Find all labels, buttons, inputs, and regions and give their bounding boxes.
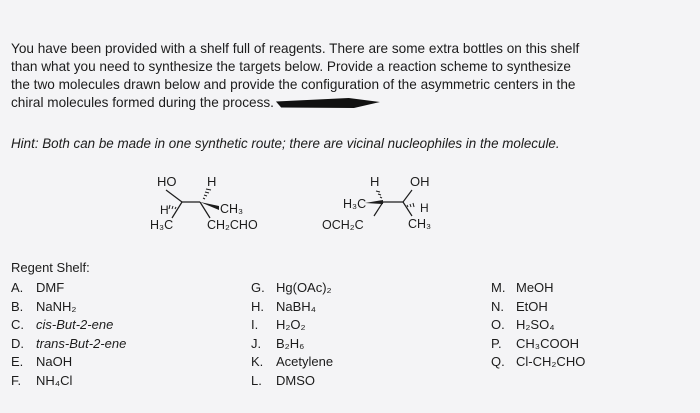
reagent-letter: O. (491, 317, 505, 332)
reagent-item (251, 335, 333, 354)
reagent-item (251, 298, 333, 317)
reagent-item (251, 353, 333, 372)
statement-line: You have been provided with a shelf full of reagents. There are some extra bottles on this shelf (11, 41, 580, 56)
hint-text: Hint: Both can be made in one synthetic route; there are vicinal nucleophiles in the molecule. (11, 136, 560, 151)
reagent-letter: J. (251, 335, 262, 351)
mol1-bond (172, 202, 182, 218)
mol2-h-top-label: H (370, 174, 380, 189)
reagent-name: MeOH (516, 280, 554, 295)
mol1-hash-bond (203, 189, 211, 199)
problem-statement (11, 40, 681, 112)
reagent-name: cis-But-2-ene (36, 317, 114, 332)
reagent-name: EtOH (516, 298, 548, 314)
reagent-name: H₂O₂ (276, 317, 306, 332)
reagent-letter: H. (251, 298, 264, 314)
reagent-letter: Q. (491, 354, 505, 369)
mol2-hash-bond (407, 203, 414, 207)
reagent-item (11, 316, 126, 335)
mol1-h-top-label: H (207, 174, 217, 189)
reagent-item (491, 279, 585, 298)
reagent-column-1 (11, 279, 126, 390)
reagent-name: Cl-CH₂CHO (516, 354, 586, 369)
mol2-ch3-label: CH₃ (408, 217, 432, 231)
target-molecule-2 (322, 174, 431, 232)
reagent-letter: L. (251, 372, 262, 388)
mol1-ho-label: HO (157, 174, 177, 189)
reagent-name: CH₃COOH (516, 335, 580, 351)
shelf-title: Regent Shelf: (11, 260, 90, 275)
reagent-column-3 (491, 279, 585, 372)
reagent-name: DMSO (276, 372, 315, 388)
target-molecules (0, 168, 700, 238)
mol1-h3c-label: H₃C (150, 218, 174, 232)
mol2-och2c-label: OCH₂C (322, 218, 364, 232)
reagent-item (251, 372, 333, 391)
reagent-name: DMF (36, 280, 65, 295)
reagent-name: trans-But-2-ene (36, 335, 127, 351)
mol2-hash-bond (376, 191, 382, 198)
statement-line-text: chiral molecules formed during the process. (11, 95, 274, 110)
target-molecule-1 (150, 174, 258, 232)
reagent-item (11, 353, 126, 372)
reagent-item (11, 298, 126, 317)
reagent-letter: G. (251, 280, 265, 295)
reagent-item (491, 353, 585, 372)
mol2-h-right-label: H (420, 201, 429, 215)
mol1-ch2cho-label: CH₂CHO (207, 218, 258, 232)
reagent-letter: F. (11, 372, 22, 388)
reagent-item (11, 279, 126, 298)
reagent-item (11, 372, 126, 391)
reagent-item (491, 316, 585, 335)
reagent-letter: C. (11, 317, 24, 332)
reagent-letter: M. (491, 280, 506, 295)
statement-line (11, 94, 681, 112)
reagent-letter: B. (11, 298, 24, 314)
mol2-bond (403, 202, 412, 216)
reagent-item (491, 298, 585, 317)
mol2-wedge-bond (365, 200, 383, 204)
reagent-item (491, 335, 585, 354)
reagent-name: NaOH (36, 354, 73, 369)
reagent-item (11, 335, 126, 354)
reagent-letter: K. (251, 354, 264, 369)
reagent-name: NaBH₄ (276, 298, 316, 314)
mol2-bond (403, 190, 412, 202)
redaction-mark (276, 98, 380, 108)
reagent-name: Acetylene (276, 354, 334, 369)
reagent-letter: I. (251, 317, 259, 332)
mol2-oh-label: OH (410, 174, 430, 189)
mol2-h3c-label: H₃C (343, 197, 367, 211)
mol1-bond (166, 190, 182, 202)
mol1-ch3-label: CH₃ (220, 202, 244, 216)
reagent-name: NaNH₂ (36, 298, 77, 314)
reagent-name: B₂H₆ (276, 335, 305, 351)
reagent-letter: N. (491, 298, 504, 314)
mol1-hash-bond (169, 205, 176, 209)
reagent-name: H₂SO₄ (516, 317, 555, 332)
reagent-letter: E. (11, 354, 24, 369)
reagent-column-2 (251, 279, 333, 390)
reagent-name: Hg(OAc)₂ (276, 280, 332, 295)
statement-line: the two molecules drawn below and provide the configuration of the asymmetric centers in the (11, 77, 576, 92)
reagent-item (251, 279, 333, 298)
mol2-bond (374, 202, 383, 216)
reagent-name: NH₄Cl (36, 372, 73, 388)
reagent-letter: A. (11, 280, 24, 295)
mol1-h-left-label: H (160, 203, 169, 217)
reagent-letter: D. (11, 335, 24, 351)
statement-line: than what you need to synthesize the targets below. Provide a reaction scheme to synthesize (11, 59, 571, 74)
reagent-item (251, 316, 333, 335)
reagent-letter: P. (491, 335, 502, 351)
